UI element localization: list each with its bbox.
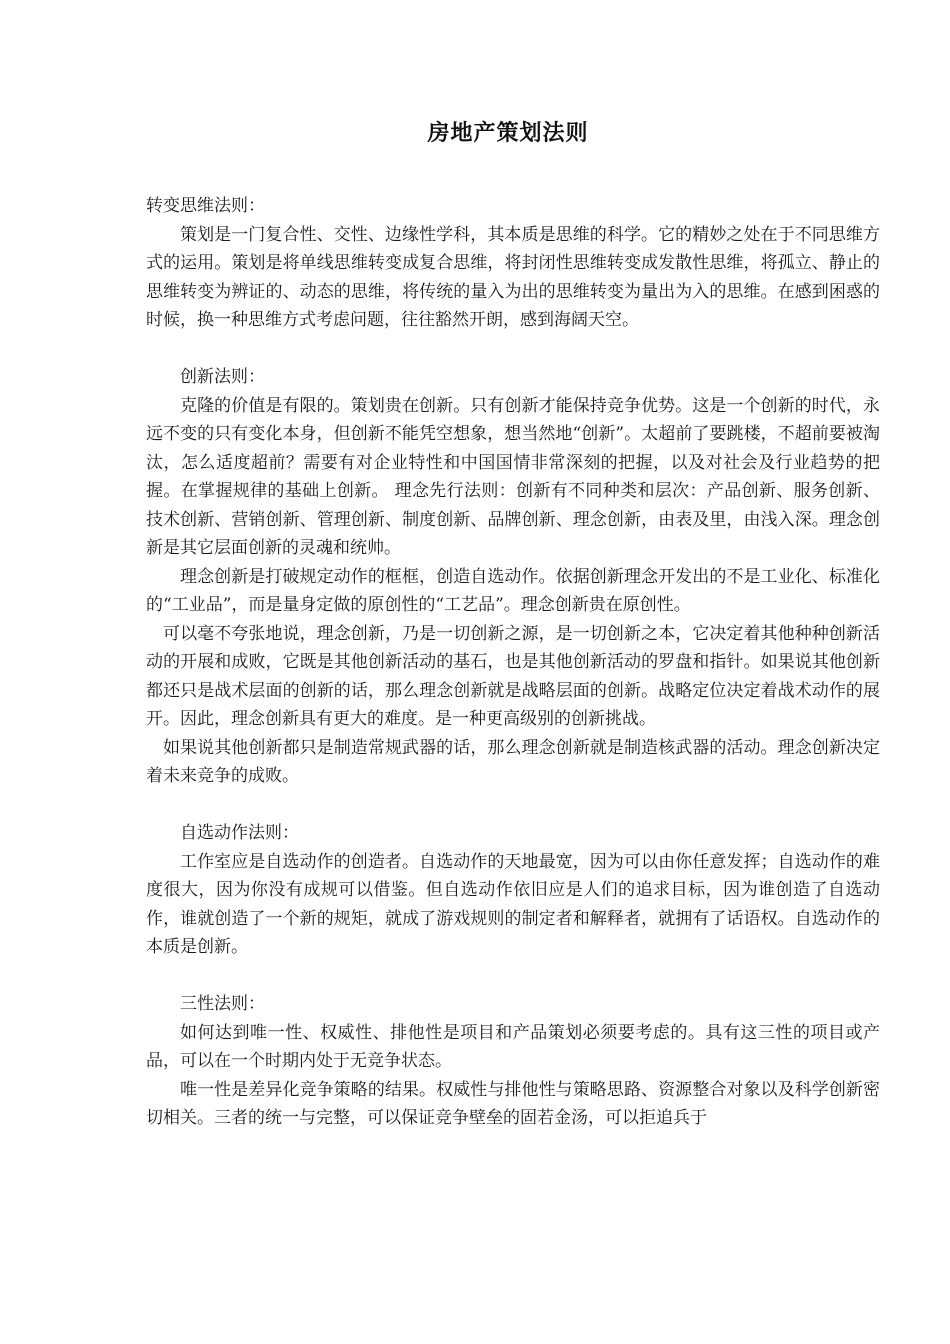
section-gap: [146, 791, 880, 820]
paragraph-three-qualities-1: 如何达到唯一性、权威性、排他性是项目和产品策划必须要考虑的。具有这三性的项目或产品，可以在一个时期内处于无竞争状态。: [146, 1022, 880, 1071]
paragraph-innovation-1: 克隆的价值是有限的。策划贵在创新。只有创新才能保持竞争优势。这是一个创新的时代，永远不变的只有变化本身，但创新不能凭空想象，想当然地“创新”。太超前了要跳楼，不超前要被淘汰，怎么适度超前？需要有对企业特性和中国国情非常深刻的把握，以及对社会及行业趋势的把握。在掌握规律的基础上创新。 理念先行法则：创新有不同种类和层次：产品创新、服务创新、技术创新、营销创新、管理创新、制度创新、品牌创新、理念创新，由表及里，由浅入深。理念创新是其它层面创新的灵魂和统帅。: [146, 395, 880, 558]
section-heading-thinking: 转变思维法则：: [146, 196, 265, 216]
document-title: 房地产策划法则: [427, 120, 589, 146]
paragraph-innovation-3: 可以毫不夸张地说，理念创新，乃是一切创新之源，是一切创新之本，它决定着其他种种创新活动的开展和成败，它既是其他创新活动的基石，也是其他创新活动的罗盘和指针。如果说其他创新都还只是战术层面的创新的话，那么理念创新就是战略层面的创新。战略定位决定着战术动作的展开。因此，理念创新具有更大的难度。是一种更高级别的创新挑战。: [146, 623, 880, 729]
document-body: [146, 192, 880, 1133]
paragraph-innovation-4: 如果说其他创新都只是制造常规武器的话，那么理念创新就是制造核武器的活动。理念创新决定着未来竞争的成败。: [146, 737, 880, 786]
section-gap: [146, 335, 880, 364]
paragraph-optional-action-1: 工作室应是自选动作的创造者。自选动作的天地最宽，因为可以由你任意发挥；自选动作的难度很大，因为你没有成规可以借鉴。但自选动作依旧应是人们的追求目标，因为谁创造了自选动作，谁就创造了一个新的规矩，就成了游戏规则的制定者和解释者，就拥有了话语权。自选动作的本质是创新。: [146, 851, 880, 957]
section-heading-three-qualities: 三性法则：: [180, 994, 265, 1014]
section-gap: [146, 962, 880, 991]
paragraph-thinking-1: 策划是一门复合性、交性、边缘性学科，其本质是思维的科学。它的精妙之处在于不同思维方式的运用。策划是将单线思维转变成复合思维，将封闭性思维转变成发散性思维，将孤立、静止的思维转变为辨证的、动态的思维，将传统的量入为出的思维转变为量出为入的思维。在感到困惑的时候，换一种思维方式考虑问题，往往豁然开朗，感到海阔天空。: [146, 224, 880, 330]
paragraph-innovation-2: 理念创新是打破规定动作的框框，创造自选动作。依据创新理念开发出的不是工业化、标准化的“工业品”，而是量身定做的原创性的“工艺品”。理念创新贵在原创性。: [146, 566, 880, 615]
section-heading-optional-action: 自选动作法则：: [180, 823, 299, 843]
section-heading-innovation: 创新法则：: [180, 367, 265, 387]
paragraph-three-qualities-2: 唯一性是差异化竞争策略的结果。权威性与排他性与策略思路、资源整合对象以及科学创新密切相关。三者的统一与完整，可以保证竞争壁垒的固若金汤，可以拒追兵于: [146, 1079, 880, 1128]
